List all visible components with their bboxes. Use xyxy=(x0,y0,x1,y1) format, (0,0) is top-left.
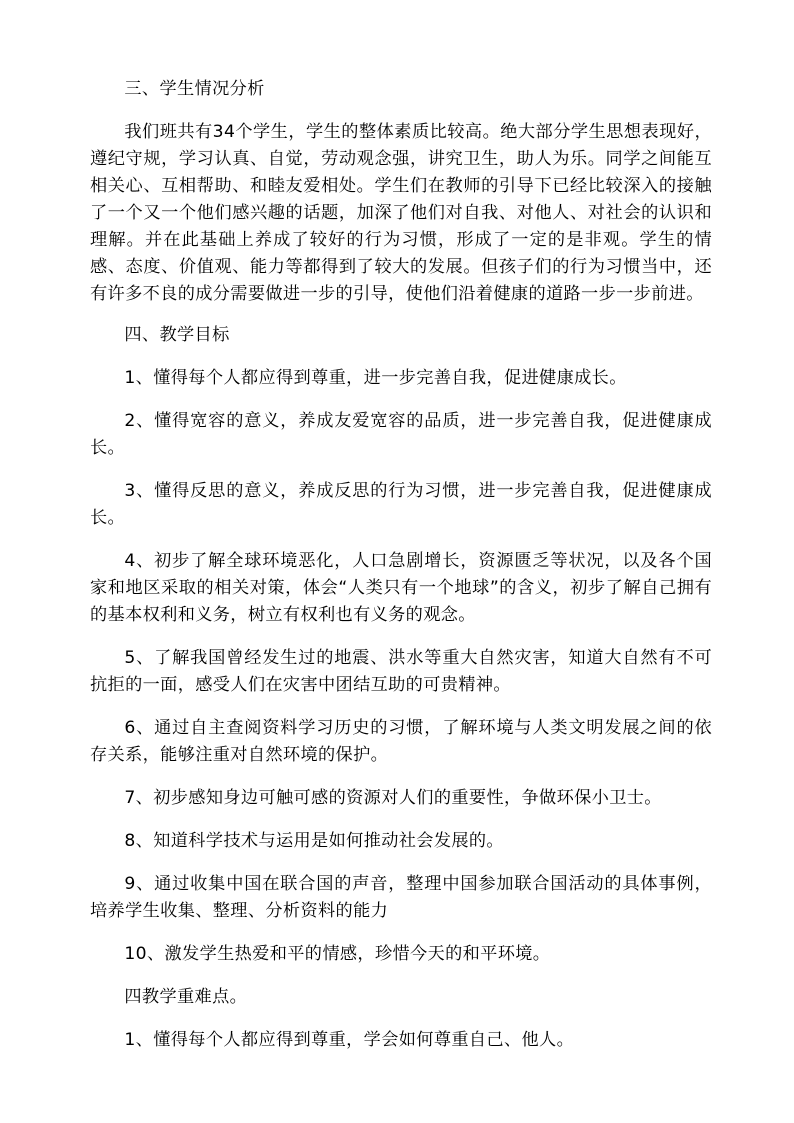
goal-item-1: 1、懂得每个人都应得到尊重，进一步完善自我，促进健康成长。 xyxy=(124,368,627,388)
goal-item-6: 6、通过自主查阅资料学习历史的习惯，了解环境与人类文明发展之间的依存关系，能够注重对自然环境的保护。 xyxy=(90,718,712,765)
goal-item-2: 2、懂得宽容的意义，养成友爱宽容的品质，进一步完善自我，促进健康成长。 xyxy=(90,411,712,458)
goal-item-8: 8、知道科学技术与运用是如何推动社会发展的。 xyxy=(124,831,504,851)
goal-item-10: 10、激发学生热爱和平的情感，珍惜今天的和平环境。 xyxy=(124,944,551,964)
goal-item-9: 9、通过收集中国在联合国的声音，整理中国参加联合国活动的具体事例，培养学生收集、整理、分析资料的能力 xyxy=(90,874,712,921)
difficulty-item-1: 1、懂得每个人都应得到尊重，学会如何尊重自己、他人。 xyxy=(124,1030,575,1050)
goal-item-5: 5、了解我国曾经发生过的地震、洪水等重大自然灾害，知道大自然有不可抗拒的一面，感受人们在灾害中团结互助的可贵精神。 xyxy=(90,648,712,695)
student-analysis-paragraph: 我们班共有34个学生，学生的整体素质比较高。绝大部分学生思想表现好，遵纪守规，学习认真、自觉，劳动观念强，讲究卫生，助人为乐。同学之间能互相关心、互相帮助、和睦友爱相处。学生们在教师的引导下已经比较深入的接触了一个又一个他们感兴趣的话题，加深了他们对自我、对他人、对社会的认识和理解。并在此基础上养成了较好的行为习惯，形成了一定的是非观。学生的情感、态度、价值观、能力等都得到了较大的发展。但孩子们的行为习惯当中，还有许多不良的成分需要做进一步的引导，使他们沿着健康的道路一步一步前进。 xyxy=(90,122,712,304)
section-heading-teaching-goals: 四、教学目标 xyxy=(124,325,230,345)
goal-item-3: 3、懂得反思的意义，养成反思的行为习惯，进一步完善自我，促进健康成长。 xyxy=(90,481,712,528)
section-heading-student-analysis: 三、学生情况分析 xyxy=(124,79,265,99)
goal-item-4: 4、初步了解全球环境恶化，人口急剧增长，资源匮乏等状况，以及各个国家和地区采取的相关对策，体会“人类只有一个地球”的含义，初步了解自己拥有的基本权利和义务，树立有权利也有义务的观念。 xyxy=(90,551,712,625)
goal-item-7: 7、初步感知身边可触可感的资源对人们的重要性，争做环保小卫士。 xyxy=(124,788,662,808)
section-heading-key-difficulties: 四教学重难点。 xyxy=(124,987,248,1007)
